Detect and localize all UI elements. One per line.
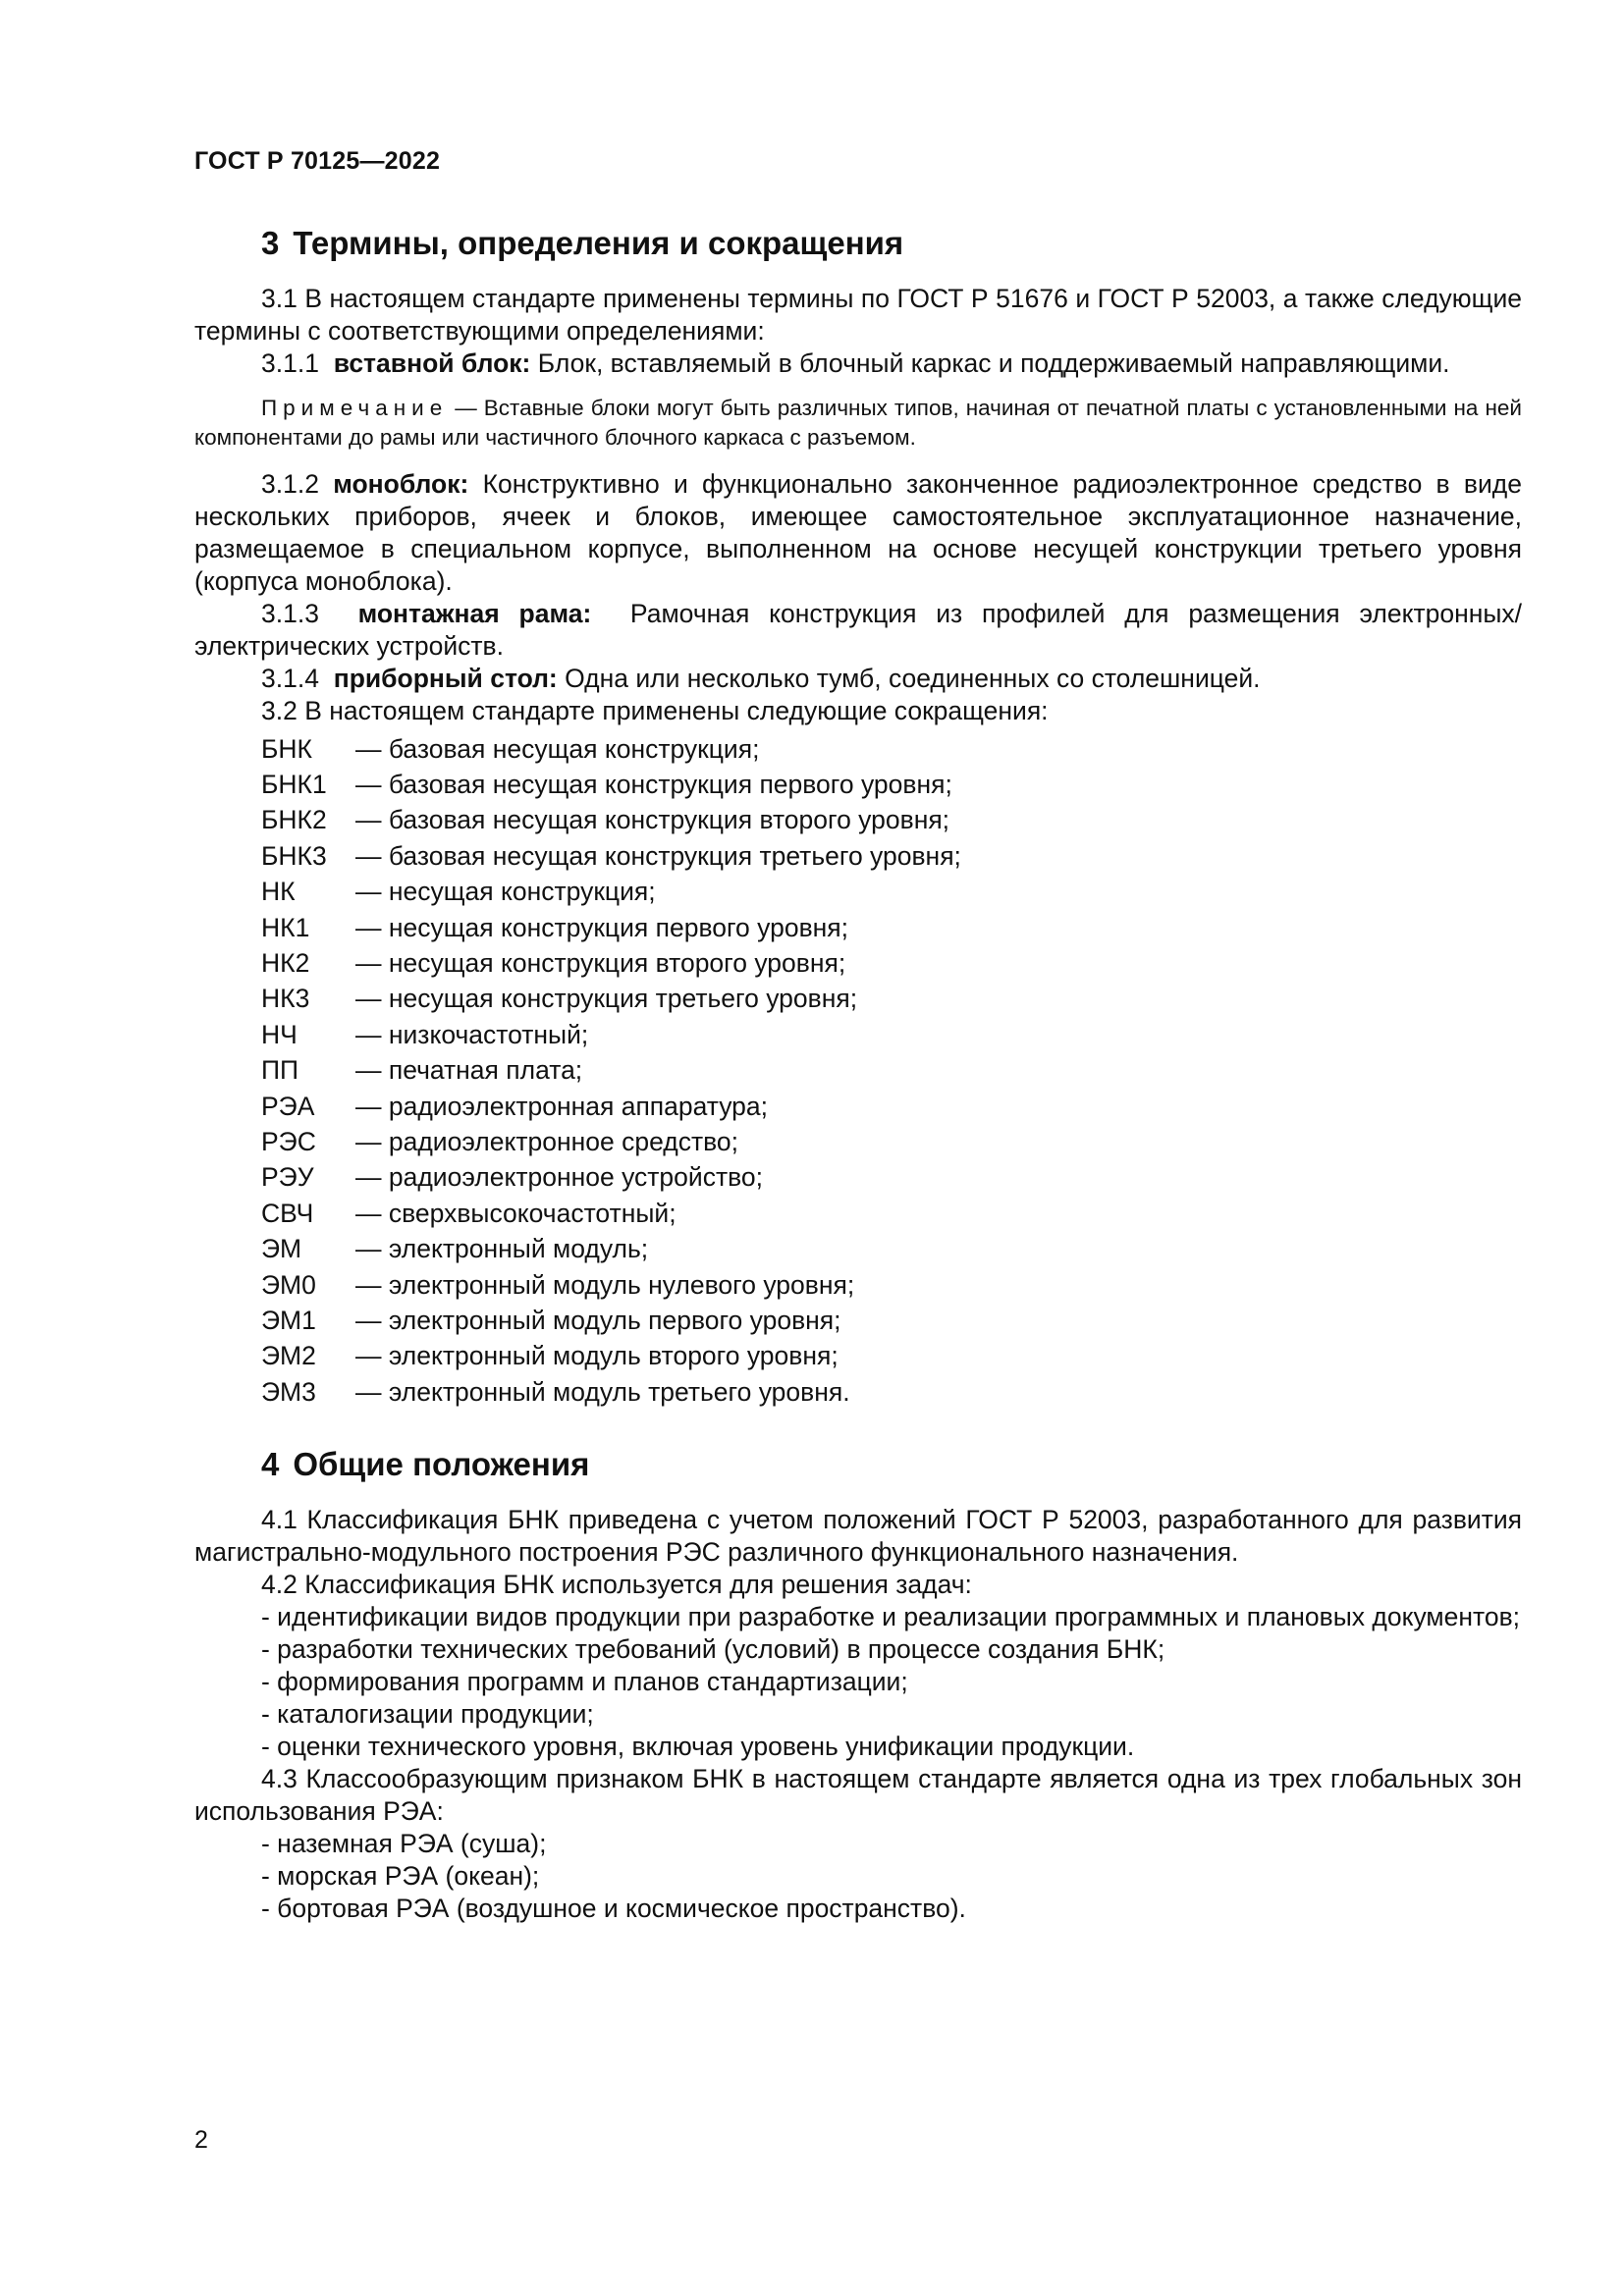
term-definition: Рамочная конструкция из профилей для размещения электронных/электрических устройств.	[194, 599, 1523, 661]
abbreviation-item	[194, 803, 1522, 838]
section-4	[194, 1445, 1522, 1925]
term-name: приборный стол:	[333, 664, 558, 693]
abbreviation-definition: — базовая несущая конструкция второго уровня;	[355, 805, 950, 835]
abbreviation-item	[194, 731, 1522, 767]
abbreviation-item	[194, 1374, 1522, 1410]
abbreviation-definition: — сверхвысокочастотный;	[355, 1198, 677, 1228]
abbreviation-item	[194, 1124, 1522, 1159]
section-number: 3	[261, 225, 280, 261]
abbreviation-item	[194, 1089, 1522, 1124]
term-definition: Одна или несколько тумб, соединенных со столешницей.	[565, 664, 1261, 693]
abbreviation-definition: — печатная плата;	[355, 1055, 583, 1086]
abbreviation-item	[194, 1339, 1522, 1374]
abbreviation-definition: — электронный модуль нулевого уровня;	[355, 1269, 855, 1300]
abbreviation-definition: — электронный модуль;	[355, 1234, 649, 1264]
abbreviation-code: ЭМ3	[261, 1376, 316, 1407]
page-number: 2	[194, 2126, 208, 2154]
abbreviation-definition: — несущая конструкция первого уровня;	[355, 912, 848, 942]
abbreviation-definition: — электронный модуль второго уровня;	[355, 1341, 839, 1371]
section-title: Общие положения	[293, 1446, 590, 1483]
abbreviation-definition: — базовая несущая конструкция;	[355, 733, 760, 764]
abbreviation-code: ПП	[261, 1055, 299, 1086]
abbreviation-item	[194, 982, 1522, 1017]
abbreviation-item	[194, 1053, 1522, 1089]
abbreviation-code: ЭМ1	[261, 1305, 316, 1335]
abbreviation-item	[194, 875, 1522, 910]
list-item: - бортовая РЭА (воздушное и космическое пространство).	[261, 1894, 966, 1924]
abbreviation-definition: — низкочастотный;	[355, 1019, 589, 1049]
term-definition: Конструктивно и функционально законченное радиоэлектронное средство в виде нескольких приборов, ячеек и блоков, имеющее самостоятельное эксплуатационное назначение, размещаемое в специальном корпусе, выполненном на основе несущей конструкции третьего уровня (корпуса моноблока).	[194, 469, 1522, 596]
standard-header: ГОСТ Р 70125—2022	[194, 147, 441, 175]
abbreviation-definition: — электронный модуль первого уровня;	[355, 1305, 841, 1335]
abbreviation-definition: — базовая несущая конструкция первого уровня;	[355, 770, 952, 800]
term-name: вставной блок:	[333, 348, 531, 378]
list-item: - идентификации видов продукции при разработке и реализации программных и плановых документов;	[261, 1602, 1521, 1632]
list-item: - оценки технического уровня, включая уровень унификации продукции.	[261, 1732, 1135, 1762]
abbreviation-item	[194, 945, 1522, 981]
note	[194, 394, 1522, 453]
term-name: моноблок:	[333, 469, 469, 499]
abbreviation-item	[194, 1267, 1522, 1303]
abbreviation-code: БНК3	[261, 840, 327, 871]
note-text: — Вставные блоки могут быть различных типов, начиная от печатной платы с установленными на ней компонентами до рамы или частичного блочного каркаса с разъемом.	[194, 396, 1522, 450]
abbreviation-code: ЭМ2	[261, 1341, 316, 1371]
abbreviation-definition: — радиоэлектронное устройство;	[355, 1162, 763, 1193]
abbreviation-item	[194, 1303, 1522, 1338]
term-3-1-3: 3.1.3 монтажная рама: Рамочная конструкция из профилей для размещения электронных/электрических устройств.	[194, 599, 1523, 661]
abbreviation-code: БНК2	[261, 805, 327, 835]
abbreviation-definition: — несущая конструкция;	[355, 877, 656, 907]
page-content	[194, 224, 1522, 1925]
abbreviation-code: НК3	[261, 984, 310, 1014]
section-4-heading	[261, 1445, 1522, 1484]
abbreviation-definition: — несущая конструкция второго уровня;	[355, 948, 846, 979]
list-item: - наземная РЭА (суша);	[261, 1829, 547, 1859]
abbreviation-code: ЭМ0	[261, 1269, 316, 1300]
list-item: - каталогизации продукции;	[261, 1699, 594, 1730]
abbreviation-definition: — радиоэлектронное средство;	[355, 1126, 738, 1156]
term-definition: Блок, вставляемый в блочный каркас и поддерживаемый направляющими.	[537, 348, 1450, 378]
paragraph-4-3: 4.3 Классообразующим признаком БНК в настоящем стандарте является одна из трех глобальных зон использования РЭА:	[194, 1764, 1522, 1827]
list-item: - разработки технических требований (условий) в процессе создания БНК;	[261, 1634, 1165, 1665]
abbreviation-code: БНК	[261, 733, 312, 764]
paragraph-4-2: 4.2 Классификация БНК используется для решения задач:	[261, 1570, 972, 1600]
abbreviation-item	[194, 1231, 1522, 1266]
abbreviation-code: РЭА	[261, 1091, 315, 1121]
term-name: монтажная рама:	[357, 599, 592, 628]
task-list	[194, 1601, 1522, 1763]
abbreviation-code: БНК1	[261, 770, 327, 800]
paragraph-3-2: 3.2 В настоящем стандарте применены следующие сокращения:	[261, 696, 1049, 725]
list-item: - морская РЭА (океан);	[261, 1861, 540, 1892]
abbreviation-item	[194, 1017, 1522, 1052]
abbreviation-code: НК2	[261, 948, 310, 979]
abbreviation-item	[194, 1196, 1522, 1231]
abbreviation-definition: — радиоэлектронная аппаратура;	[355, 1091, 769, 1121]
abbreviation-definition: — несущая конструкция третьего уровня;	[355, 984, 858, 1014]
zone-list	[194, 1828, 1522, 1925]
section-number: 4	[261, 1446, 280, 1483]
term-3-1-1: 3.1.1 вставной блок: Блок, вставляемый в блочный каркас и поддерживаемый направляющими.	[261, 348, 1450, 378]
abbreviation-code: СВЧ	[261, 1198, 314, 1228]
abbreviation-item	[194, 1160, 1522, 1196]
term-3-1-2: 3.1.2 моноблок: Конструктивно и функционально законченное радиоэлектронное средство в виде нескольких приборов, ячеек и блоков, имеющее самостоятельное эксплуатационное назначение, размещаемое в специальном корпусе, выполненном на основе несущей конструкции третьего уровня (корпуса моноблока).	[194, 469, 1522, 596]
abbreviation-list	[194, 731, 1522, 1410]
abbreviation-code: НК	[261, 877, 296, 907]
abbreviation-definition: — электронный модуль третьего уровня.	[355, 1376, 850, 1407]
list-item: - формирования программ и планов стандартизации;	[261, 1667, 908, 1697]
abbreviation-item	[194, 838, 1522, 874]
note-label: Примечание	[261, 396, 449, 420]
paragraph-3-1: 3.1 В настоящем стандарте применены термины по ГОСТ Р 51676 и ГОСТ Р 52003, а также следующие термины с соответствующими определениями:	[194, 284, 1522, 346]
abbreviation-item	[194, 767, 1522, 802]
abbreviation-code: РЭУ	[261, 1162, 314, 1193]
abbreviation-item	[194, 910, 1522, 945]
section-3-heading	[261, 224, 1522, 263]
abbreviation-code: НК1	[261, 912, 310, 942]
abbreviation-code: ЭМ	[261, 1234, 302, 1264]
abbreviation-code: РЭС	[261, 1126, 316, 1156]
abbreviation-definition: — базовая несущая конструкция третьего уровня;	[355, 840, 961, 871]
abbreviation-code: НЧ	[261, 1019, 298, 1049]
term-3-1-4: 3.1.4 приборный стол: Одна или несколько тумб, соединенных со столешницей.	[261, 664, 1261, 693]
paragraph-4-1: 4.1 Классификация БНК приведена с учетом положений ГОСТ Р 52003, разработанного для развития магистрально-модульного построения РЭС различного функционального назначения.	[194, 1505, 1522, 1568]
section-title: Термины, определения и сокращения	[293, 225, 904, 261]
